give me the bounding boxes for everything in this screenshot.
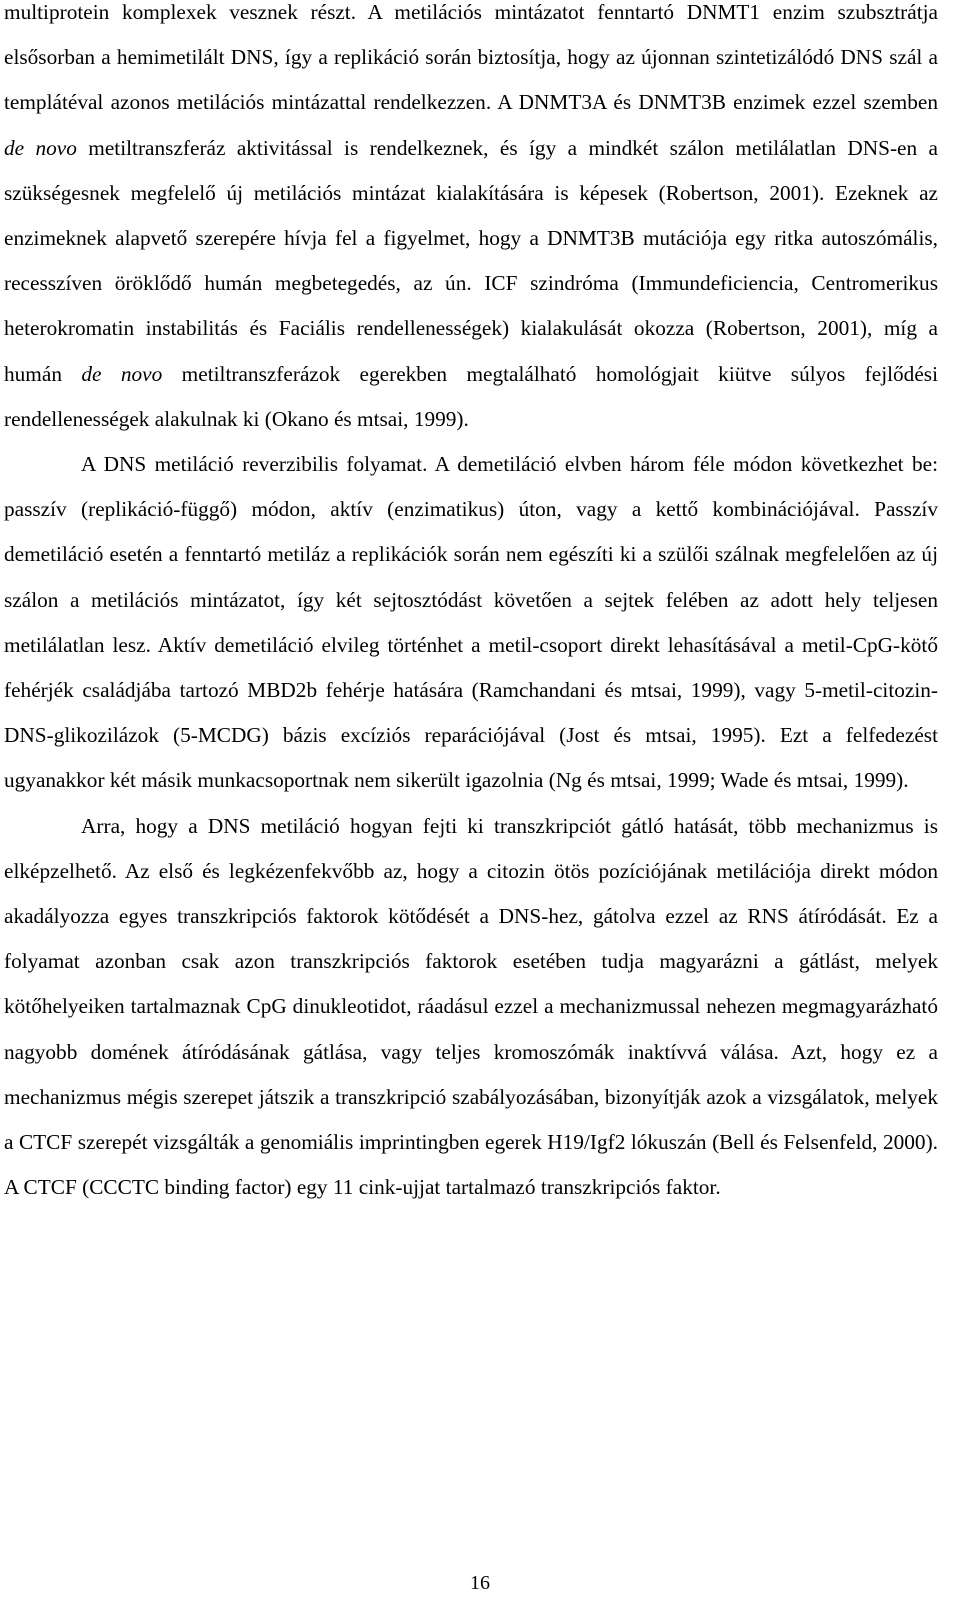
paragraph-1 — [4, 0, 938, 442]
text-run: metiltranszferázok egerekben megtalálható homológjait kiütve súlyos fejlődési rendellenességek alakulnak ki (Okano és mtsai, 1999). — [4, 361, 938, 431]
paragraph-3 — [4, 804, 938, 1211]
text-run: metiltranszferáz aktivitással is rendelkeznek, és így a mindkét szálon metilálatlan DNS-en a szükségesnek megfelelő új metilációs mintázat kialakítására is képesek (Robertson, 2001). Ezeknek az enzimeknek alapvető szerepére hívja fel a figyelmet, hogy a DNMT3B mutációja egy ritka autoszómális, recesszíven öröklődő humán megbetegedés, az ún. ICF szindróma (Immundeficiencia, Centromerikus heterokromatin instabilitás és Faciális rendellenességek) kialakulását okozza (Robertson, 2001), míg a humán — [4, 135, 938, 386]
italic-term: de novo — [4, 135, 77, 160]
paragraph-2 — [4, 442, 938, 804]
italic-term: de novo — [81, 361, 163, 386]
text-run: Arra, hogy a DNS metiláció hogyan fejti ki transzkripciót gátló hatását, több mechanizmus is elképzelhető. Az első és legkézenfekvőbb az, hogy a citozin ötös pozíciójának metilációja direkt módon akadályozza egyes transzkripciós faktorok kötődését a DNS-hez, gátolva ezzel az RNS átíródását. Ez a folyamat azonban csak azon transzkripciós faktorok esetében tudja magyarázni a gátlást, melyek kötőhelyeiken tartalmaznak CpG dinukleotidot, ráadásul ezzel a mechanizmussal nehezen megmagyarázható nagyobb domének átíródásának gátlása, vagy teljes kromoszómák inaktívvá válása. Azt, hogy ez a mechanizmus mégis szerepet játszik a transzkripció szabályozásában, bizonyítják azok a vizsgálatok, melyek a CTCF szerepét vizsgálták a genomiális imprintingben egerek H19/Igf2 lókuszán (Bell és Felsenfeld, 2000). A CTCF (CCCTC binding factor) egy 11 cink-ujjat tartalmazó transzkripciós faktor. — [4, 813, 938, 1200]
text-run: multiprotein komplexek vesznek részt. A metilációs mintázatot fenntartó DNMT1 enzim szubsztrátja elsősorban a hemimetilált DNS, így a replikáció során biztosítja, hogy az újonnan szintetizálódó DNS szál a templátéval azonos metilációs mintázattal rendelkezzen. A DNMT3A és DNMT3B enzimek ezzel szemben — [4, 0, 938, 115]
text-run: A DNS metiláció reverzibilis folyamat. A demetiláció elvben három féle módon következhet be: passzív (replikáció-függő) módon, aktív (enzimatikus) úton, vagy a kettő kombinációjával. Passzív demetiláció esetén a fenntartó metiláz a replikációk során nem egészíti ki a szülői szálnak megfelelően az új szálon a metilációs mintázatot, így két sejtosztódást követően a sejtek felében az adott hely teljesen metilálatlan lesz. Aktív demetiláció elvileg történhet a metil-csoport direkt lehasításával a metil-CpG-kötő fehérjék családjába tartozó MBD2b fehérje hatására (Ramchandani és mtsai, 1999), vagy 5-metil-citozin-DNS-glikozilázok (5-MCDG) bázis excíziós reparációjával (Jost és mtsai, 1995). Ezt a felfedezést ugyanakkor két másik munkacsoportnak nem sikerült igazolnia (Ng és mtsai, 1999; Wade és mtsai, 1999). — [4, 452, 938, 793]
page-number: 16 — [470, 1572, 490, 1594]
